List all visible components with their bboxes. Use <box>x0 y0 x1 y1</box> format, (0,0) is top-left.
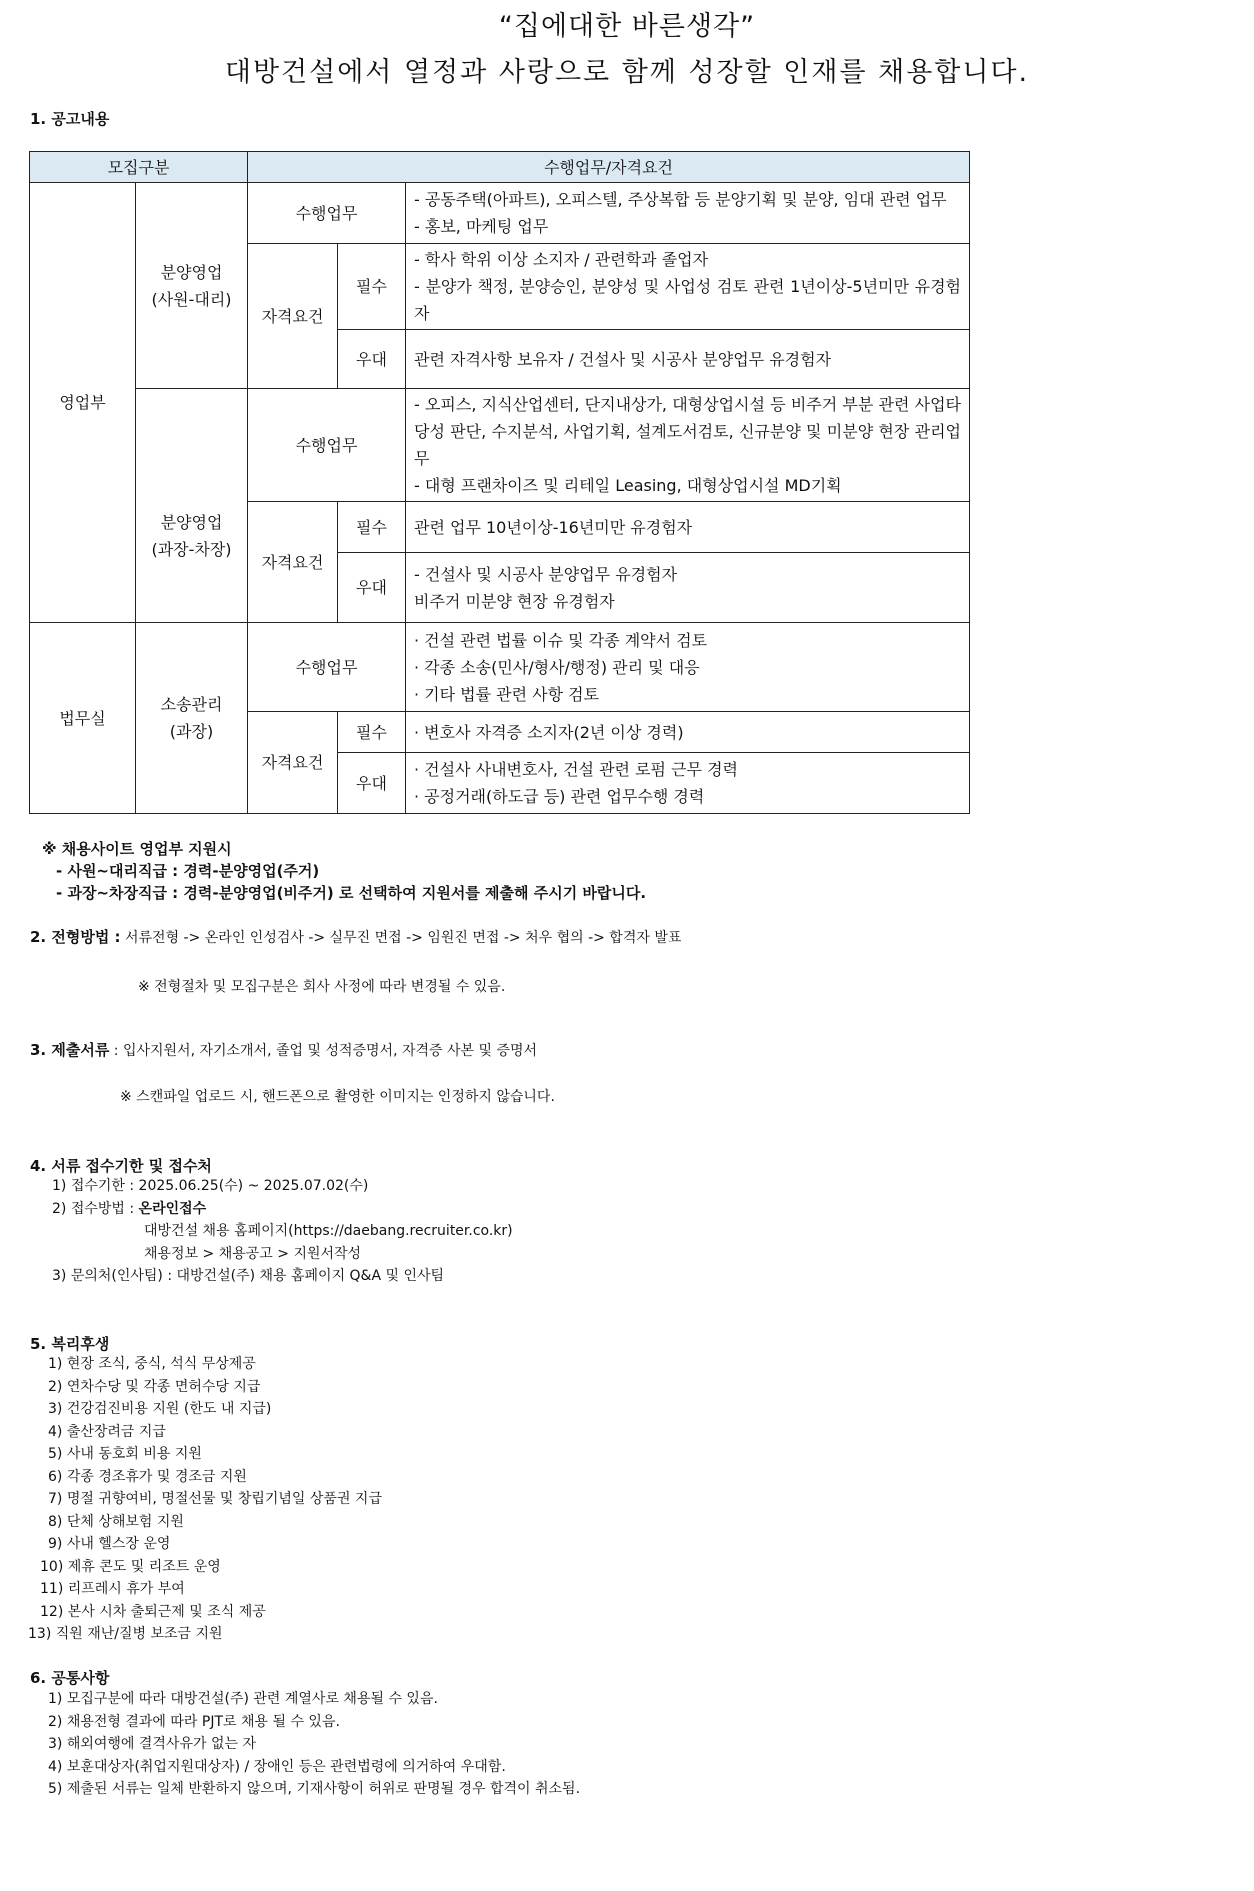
label-required: 필수 <box>338 712 406 753</box>
deadline: 1) 접수기한 : 2025.06.25(수) ~ 2025.07.02(수) <box>52 1178 369 1194</box>
headline: 대방건설에서 열정과 사랑으로 함께 성장할 인재를 채용합니다. <box>224 57 1030 88</box>
duty-item: - 공동주택(아파트), 오피스텔, 주상복합 등 분양기획 및 분양, 임대 관련 업무 <box>414 190 947 209</box>
list-item: 1) 모집구분에 따라 대방건설(주) 관련 계열사로 채용될 수 있음. <box>48 1691 438 1707</box>
list-item: 13) 직원 재난/질병 보조금 지원 <box>28 1626 223 1642</box>
list-item: 3) 건강검진비용 지원 (한도 내 지급) <box>48 1401 272 1417</box>
table-header-row <box>30 152 970 183</box>
position-rank: (사원-대리) <box>151 289 232 309</box>
label-preferred: 우대 <box>338 553 406 623</box>
label-preferred: 우대 <box>338 330 406 389</box>
preferred-cell <box>406 753 970 814</box>
required-item: · 변호사 자격증 소지자(2년 이상 경력) <box>414 722 684 742</box>
common-notes-list <box>48 1688 580 1801</box>
label-duty: 수행업무 <box>248 389 406 502</box>
header-category: 모집구분 <box>30 152 248 183</box>
list-item: 5) 사내 동호회 비용 지원 <box>48 1446 202 1462</box>
label-qual: 자격요건 <box>248 244 338 389</box>
section-5-title: 5. 복리후생 <box>30 1335 110 1353</box>
dept-sales: 영업부 <box>30 183 136 623</box>
list-item: 12) 본사 시차 출퇴근제 및 조식 제공 <box>40 1603 266 1620</box>
method-label: 2) 접수방법 : <box>52 1200 135 1217</box>
required-item: - 학사 학위 이상 소지자 / 관련학과 졸업자 <box>414 250 709 269</box>
list-item: 7) 명절 귀향여비, 명절선물 및 창립기념일 상품권 지급 <box>48 1491 382 1507</box>
label-duty: 수행업무 <box>248 183 406 244</box>
note-line: ※ 채용사이트 영업부 지원시 <box>42 840 232 858</box>
note-line: - 사원~대리직급 : 경력-분양영업(주거) <box>56 862 320 880</box>
list-item: 2) 채용전형 결과에 따라 PJT로 채용 될 수 있음. <box>48 1713 340 1730</box>
preferred-item: 관련 자격사항 보유자 / 건설사 및 시공사 분양업무 유경험자 <box>414 349 832 369</box>
preferred-cell <box>406 553 970 623</box>
list-item: 9) 사내 헬스장 운영 <box>48 1536 171 1552</box>
duties-cell <box>406 389 970 502</box>
duty-item: · 기타 법률 관련 사항 검토 <box>414 684 600 704</box>
section-6-title: 6. 공통사항 <box>30 1669 110 1687</box>
required-cell <box>406 244 970 330</box>
position-name: 소송관리 <box>160 695 223 714</box>
position-rank: (과장) <box>169 722 214 741</box>
preferred-item: - 건설사 및 시공사 분양업무 유경험자 <box>414 564 678 584</box>
preferred-item: 비주거 미분양 현장 유경험자 <box>414 591 615 611</box>
section-1-title: 1. 공고내용 <box>30 110 110 128</box>
table-row <box>30 623 970 712</box>
dept-legal: 법무실 <box>30 623 136 814</box>
header-duties-requirements: 수행업무/자격요건 <box>248 152 970 183</box>
duties-cell <box>406 183 970 244</box>
duty-item: · 각종 소송(민사/형사/행정) 관리 및 대응 <box>414 657 700 677</box>
list-item: 6) 각종 경조휴가 및 경조금 지원 <box>48 1468 247 1485</box>
label-duty: 수행업무 <box>248 623 406 712</box>
duty-item: - 오피스, 지식산업센터, 단지내상가, 대형상업시설 등 비주거 부분 관련 사업타당성 판단, 수지분석, 사업기획, 설계도서검토, 신규분양 및 미분양 현장 관리업무 <box>414 395 961 468</box>
position-sales-senior <box>136 389 248 623</box>
preferred-item: · 공정거래(하도급 등) 관련 업무수행 경력 <box>414 787 705 806</box>
required-item: - 분양가 책정, 분양승인, 분양성 및 사업성 검토 관련 1년이상-5년미만 유경험자 <box>414 277 961 323</box>
homepage: 대방건설 채용 홈페이지(https://daebang.recruiter.co.kr) <box>144 1223 513 1239</box>
preferred-item: · 건설사 사내변호사, 건설 관련 로펌 근무 경력 <box>414 760 738 779</box>
duty-item: · 건설 관련 법률 이슈 및 각종 계약서 검토 <box>414 630 708 650</box>
position-name: 분양영업 <box>160 512 223 532</box>
apply-path: 채용정보 > 채용공고 > 지원서작성 <box>144 1245 362 1262</box>
list-item: 3) 해외여행에 결격사유가 없는 자 <box>48 1736 256 1752</box>
section-3-note: ※ 스캔파일 업로드 시, 핸드폰으로 촬영한 이미지는 인정하지 않습니다. <box>120 1089 555 1105</box>
method-line <box>52 1198 513 1221</box>
section-2 <box>30 926 681 947</box>
list-item: 11) 리프레시 휴가 부여 <box>40 1581 185 1597</box>
note-line: - 과장~차장직급 : 경력-분양영업(비주거) 로 선택하여 지원서를 제출해 주시기 바랍니다. <box>56 884 647 902</box>
method-value: 온라인접수 <box>138 1200 207 1217</box>
recruitment-table <box>29 151 970 814</box>
duty-item: - 홍보, 마케팅 업무 <box>414 217 549 236</box>
section-4-title: 4. 서류 접수기한 및 접수처 <box>30 1157 212 1175</box>
section-2-text: 서류전형 -> 온라인 인성검사 -> 실무진 면접 -> 임원진 면접 -> 처우 협의 -> 합격자 발표 <box>125 930 682 946</box>
required-item: 관련 업무 10년이상-16년미만 유경험자 <box>414 517 693 537</box>
list-item: 1) 현장 조식, 중식, 석식 무상제공 <box>48 1356 256 1372</box>
list-item: 8) 단체 상해보험 지원 <box>48 1513 184 1530</box>
section-3 <box>30 1039 537 1060</box>
list-item: 4) 출산장려금 지급 <box>48 1423 166 1440</box>
section-3-title: 3. 제출서류 <box>30 1041 110 1059</box>
list-item: 2) 연차수당 및 각종 면허수당 지급 <box>48 1378 261 1395</box>
list-item: 5) 제출된 서류는 일체 반환하지 않으며, 기재사항이 허위로 판명될 경우 합격이 취소됨. <box>48 1781 581 1797</box>
benefits-list <box>28 1353 382 1646</box>
position-rank: (과장-차장) <box>151 539 232 559</box>
duty-item: - 대형 프랜차이즈 및 리테일 Leasing, 대형상업시설 MD기획 <box>414 476 842 495</box>
label-qual: 자격요건 <box>248 712 338 814</box>
contact: 3) 문의처(인사팀) : 대방건설(주) 채용 홈페이지 Q&A 및 인사팀 <box>52 1268 445 1284</box>
label-qual: 자격요건 <box>248 502 338 623</box>
preferred-cell <box>406 330 970 389</box>
label-required: 필수 <box>338 502 406 553</box>
slogan: “집에대한 바른생각” <box>498 11 756 42</box>
required-cell <box>406 502 970 553</box>
required-cell <box>406 712 970 753</box>
list-item: 10) 제휴 콘도 및 리조트 운영 <box>40 1558 221 1575</box>
position-sales-junior <box>136 183 248 389</box>
label-preferred: 우대 <box>338 753 406 814</box>
section-4-details <box>52 1175 513 1288</box>
application-notes <box>42 838 646 904</box>
section-2-title: 2. 전형방법 : <box>30 928 121 946</box>
position-legal <box>136 623 248 814</box>
list-item: 4) 보훈대상자(취업지원대상자) / 장애인 등은 관련법령에 의거하여 우대함. <box>48 1758 506 1775</box>
duties-cell <box>406 623 970 712</box>
label-required: 필수 <box>338 244 406 330</box>
table-row <box>30 389 970 502</box>
table-row <box>30 183 970 244</box>
section-2-note: ※ 전형절차 및 모집구분은 회사 사정에 따라 변경될 수 있음. <box>138 979 506 995</box>
section-3-text: : 입사지원서, 자기소개서, 졸업 및 성적증명서, 자격증 사본 및 증명서 <box>113 1043 538 1059</box>
position-name: 분양영업 <box>160 262 223 282</box>
